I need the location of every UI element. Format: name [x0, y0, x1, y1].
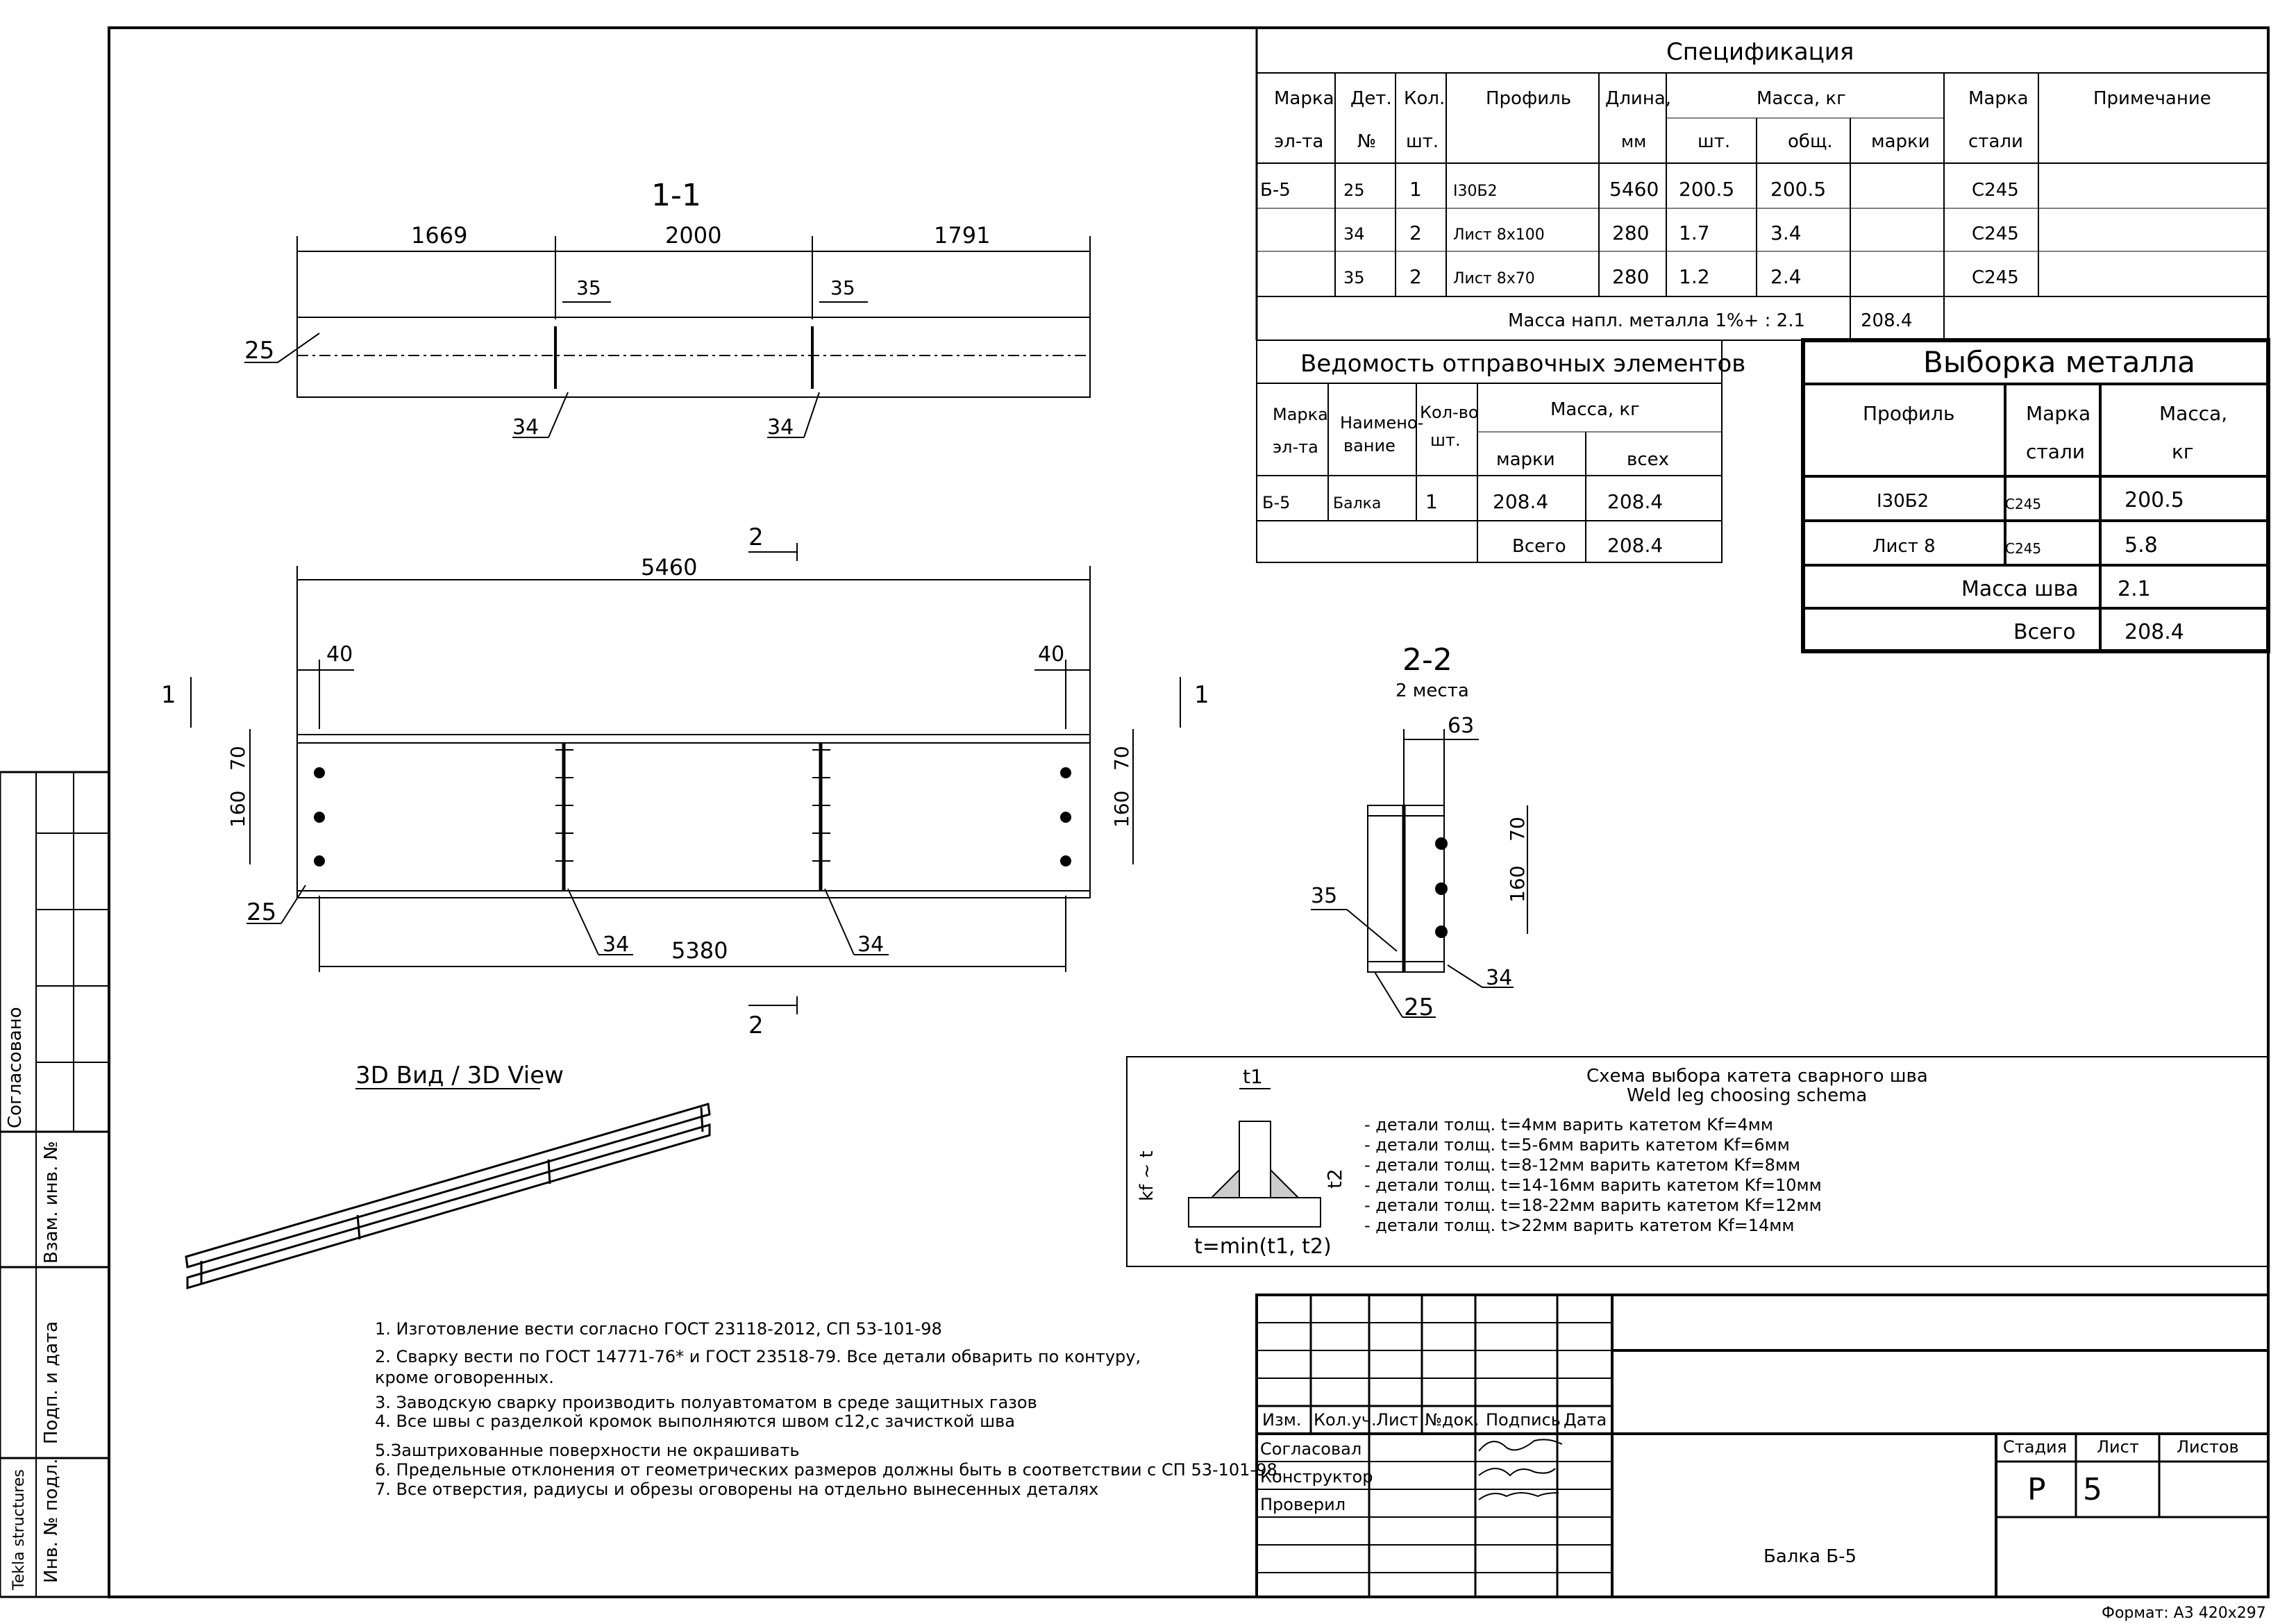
svg-text:- детали толщ. t=18-22мм варит: - детали толщ. t=18-22мм варить катетом Kf=12мм	[1364, 1196, 1822, 1215]
svg-text:34: 34	[1343, 224, 1365, 244]
svg-text:Изм.: Изм.	[1262, 1410, 1302, 1430]
svg-text:208.4: 208.4	[1493, 490, 1549, 513]
svg-text:Б-5: Б-5	[1262, 493, 1291, 512]
side-podp: Подп. и дата	[41, 1321, 62, 1444]
svg-text:2: 2	[1409, 221, 1422, 244]
spec-row	[1343, 221, 2019, 244]
svg-text:- детали толщ. t=8-12мм варить: - детали толщ. t=8-12мм варить катетом Kf=8мм	[1364, 1155, 1801, 1175]
svg-text:35: 35	[1311, 884, 1338, 908]
svg-text:34: 34	[603, 932, 630, 957]
shipping-total: 208.4	[1607, 534, 1664, 557]
svg-text:70: 70	[226, 746, 249, 771]
side-inv: Инв. № подл.	[41, 1458, 62, 1583]
svg-text:Согласовал: Согласовал	[1260, 1439, 1362, 1459]
svg-text:1: 1	[1409, 178, 1422, 201]
svg-text:- детали толщ. t>22мм варить к: - детали толщ. t>22мм варить катетом Kf=14мм	[1364, 1216, 1795, 1235]
svg-text:2: 2	[748, 524, 764, 551]
spec-row	[1260, 178, 2019, 201]
title-block	[1257, 1295, 2268, 1597]
svg-text:3.4: 3.4	[1770, 221, 1802, 244]
svg-text:34: 34	[767, 415, 794, 440]
svg-text:эл-та: эл-та	[1273, 437, 1318, 457]
svg-text:Проверил: Проверил	[1260, 1495, 1346, 1514]
svg-text:Листов: Листов	[2177, 1437, 2239, 1457]
spec-h-mass-tot: общ.	[1788, 131, 1833, 152]
svg-text:25: 25	[244, 337, 275, 365]
svg-text:Лист 8x70: Лист 8x70	[1453, 270, 1535, 287]
svg-text:Стадия: Стадия	[2003, 1437, 2068, 1457]
svg-text:70: 70	[1110, 746, 1133, 771]
svg-text:Дата: Дата	[1564, 1410, 1607, 1430]
svg-text:С245: С245	[1972, 224, 2019, 244]
svg-text:Б-5: Б-5	[1260, 180, 1291, 201]
svg-text:Подпись: Подпись	[1486, 1410, 1561, 1430]
svg-text:марки: марки	[1496, 449, 1555, 470]
svg-text:Лист: Лист	[2097, 1437, 2139, 1457]
spec-table	[1257, 28, 2268, 340]
svg-text:2000: 2000	[665, 222, 722, 249]
svg-text:С245: С245	[2005, 496, 2042, 512]
spec-h-det2: №	[1357, 131, 1377, 152]
spec-h-mass-mark: марки	[1871, 131, 1930, 152]
spec-h-profile: Профиль	[1486, 88, 1572, 109]
spec-h-length2: мм	[1621, 132, 1647, 151]
svg-text:4. Все швы с разделкой кромок: 4. Все швы с разделкой кромок выполняются швом с12,с зачисткой шва	[375, 1412, 1015, 1431]
section-2-2-title: 2-2	[1402, 642, 1452, 678]
side-stamp	[0, 772, 109, 1597]
svg-text:I30Б2: I30Б2	[1453, 183, 1498, 200]
spec-row	[1343, 265, 2019, 288]
svg-text:25: 25	[1404, 994, 1434, 1021]
svg-text:С245: С245	[1972, 267, 2019, 288]
svg-text:200.5: 200.5	[1770, 178, 1827, 201]
svg-text:кроме оговоренных.: кроме оговоренных.	[375, 1368, 554, 1387]
svg-text:5.8: 5.8	[2125, 533, 2158, 558]
svg-text:280: 280	[1612, 221, 1650, 244]
svg-text:Лист 8x100: Лист 8x100	[1453, 226, 1545, 244]
bolt-hole	[1435, 926, 1448, 938]
svg-text:1. Изготовление вести согласно: 1. Изготовление вести согласно ГОСТ 23118-2012, СП 53-101-98	[375, 1319, 942, 1339]
metal-weld: 2.1	[2118, 577, 2151, 601]
side-tekla: Tekla structures	[10, 1469, 28, 1590]
svg-text:34: 34	[1486, 966, 1513, 990]
svg-text:200.5: 200.5	[2125, 488, 2184, 512]
svg-text:1791: 1791	[934, 222, 991, 249]
view-3d-title: 3D Вид / 3D View	[355, 1062, 564, 1089]
svg-text:Наимено-: Наимено-	[1340, 413, 1424, 433]
spec-h-mark2: эл-та	[1274, 131, 1324, 152]
metal-total: 208.4	[2125, 620, 2184, 644]
metal-title: Выборка металла	[1923, 345, 2195, 379]
svg-text:7. Все отверстия, радиусы и об: 7. Все отверстия, радиусы и обрезы оговорены на отдельно вынесенных деталях	[375, 1480, 1099, 1499]
svg-text:Марка: Марка	[1273, 405, 1328, 424]
metal-weld-label: Масса шва	[1961, 577, 2079, 601]
svg-text:2.4: 2.4	[1770, 265, 1802, 288]
svg-text:160: 160	[226, 790, 249, 828]
svg-text:всех: всех	[1627, 449, 1670, 470]
weld-formula: t=min(t1, t2)	[1194, 1234, 1332, 1259]
svg-text:5.Заштрихованные поверхности н: 5.Заштрихованные поверхности не окрашивать	[375, 1441, 800, 1460]
format-label: Формат: А3 420x297	[2102, 1605, 2266, 1622]
shipping-title: Ведомость отправочных элементов	[1300, 350, 1746, 378]
view-3d	[186, 1062, 710, 1288]
svg-text:Балка: Балка	[1333, 495, 1382, 512]
svg-text:1.7: 1.7	[1679, 221, 1710, 244]
svg-text:34: 34	[857, 932, 885, 957]
svg-text:1: 1	[161, 681, 176, 709]
svg-text:стали: стали	[2026, 440, 2085, 463]
svg-text:вание: вание	[1343, 436, 1396, 455]
weld-schema-title: Схема выбора катета сварного шва	[1586, 1066, 1928, 1087]
svg-text:Лист: Лист	[1376, 1410, 1418, 1430]
section-1-1	[244, 178, 1090, 440]
svg-text:6. Предельные отклонения от ге: 6. Предельные отклонения от геометрических размеров должны быть в соответствии с СП 53-101-98.	[375, 1460, 1283, 1480]
svg-text:Кол-во: Кол-во	[1420, 403, 1479, 422]
shipping-table	[1257, 340, 1745, 562]
svg-text:1: 1	[1194, 681, 1209, 709]
svg-text:25: 25	[1343, 181, 1365, 200]
svg-text:160: 160	[1110, 790, 1133, 828]
spec-weld-total: 208.4	[1861, 310, 1913, 331]
svg-text:70: 70	[1506, 817, 1529, 842]
metal-total-label: Всего	[2013, 620, 2076, 644]
svg-text:Масса,: Масса,	[2159, 402, 2228, 425]
metal-row	[1877, 488, 2184, 512]
svg-text:160: 160	[1506, 865, 1529, 903]
spec-h-qty2: шт.	[1406, 131, 1439, 152]
shipping-total-label: Всего	[1512, 536, 1566, 557]
svg-text:- детали толщ. t=5-6мм варить: - детали толщ. t=5-6мм варить катетом Kf=6мм	[1364, 1135, 1790, 1155]
svg-text:35: 35	[830, 276, 855, 299]
side-vzam: Взам. инв. №	[41, 1141, 62, 1264]
svg-text:40: 40	[1038, 642, 1065, 667]
spec-h-det: Дет.	[1350, 88, 1392, 109]
svg-text:34: 34	[512, 415, 539, 440]
spec-h-steel: Марка	[1968, 88, 2029, 109]
svg-text:Профиль: Профиль	[1863, 402, 1955, 425]
spec-h-mass-pc: шт.	[1698, 131, 1731, 152]
svg-text:2: 2	[1409, 265, 1422, 288]
spec-h-steel2: стали	[1968, 131, 2023, 152]
svg-text:- детали толщ. t=14-16мм варит: - детали толщ. t=14-16мм варить катетом Kf=10мм	[1364, 1175, 1822, 1195]
weld-schema-subtitle: Weld leg choosing schema	[1627, 1085, 1868, 1106]
spec-title: Спецификация	[1666, 38, 1854, 66]
spec-h-qty: Кол.	[1404, 88, 1446, 109]
spec-h-note: Примечание	[2093, 88, 2211, 109]
stage-value: Р	[2027, 1472, 2046, 1507]
general-notes	[375, 1319, 1282, 1499]
svg-text:С245: С245	[2005, 540, 2042, 557]
bolt-hole	[1435, 837, 1448, 850]
svg-text:2 места: 2 места	[1396, 680, 1469, 701]
svg-text:Лист 8: Лист 8	[1872, 536, 1936, 557]
elevation-view	[161, 524, 1209, 1039]
svg-text:Кол.уч.: Кол.уч.	[1314, 1410, 1377, 1430]
svg-text:1669: 1669	[411, 222, 468, 249]
svg-text:- детали толщ. t=4мм варить ка: - детали толщ. t=4мм варить катетом Kf=4мм	[1364, 1115, 1773, 1135]
weld-schema	[1127, 1057, 2269, 1266]
svg-text:2: 2	[748, 1012, 764, 1039]
sheet-value: 5	[2083, 1472, 2102, 1507]
metal-row	[1872, 533, 2158, 558]
svg-text:Марка: Марка	[2026, 402, 2091, 425]
spec-h-mark: Марка	[1274, 88, 1334, 109]
side-soglasovano: Согласовано	[5, 1007, 26, 1128]
svg-text:кг: кг	[2172, 440, 2194, 463]
svg-text:40: 40	[326, 642, 353, 667]
signature	[1479, 1439, 1562, 1500]
svg-text:35: 35	[576, 276, 601, 299]
bolt-hole	[1435, 882, 1448, 895]
svg-text:208.4: 208.4	[1607, 490, 1664, 513]
svg-text:шт.: шт.	[1430, 430, 1461, 450]
svg-text:2. Сварку вести по ГОСТ 14771-: 2. Сварку вести по ГОСТ 14771-76* и ГОСТ 23518-79. Все детали обварить по контуру,	[375, 1347, 1141, 1366]
svg-text:kf ~ t: kf ~ t	[1137, 1150, 1157, 1201]
svg-text:200.5: 200.5	[1679, 178, 1735, 201]
svg-text:35: 35	[1343, 268, 1365, 287]
svg-text:25: 25	[246, 898, 277, 926]
shipping-row	[1262, 490, 1663, 513]
drawing-name: Балка Б-5	[1763, 1546, 1857, 1567]
svg-text:t1: t1	[1243, 1065, 1263, 1088]
svg-text:Конструктор: Конструктор	[1260, 1467, 1373, 1487]
svg-text:Масса, кг: Масса, кг	[1550, 399, 1640, 420]
svg-text:С245: С245	[1972, 180, 2019, 201]
bolt-hole	[314, 767, 1071, 867]
svg-text:3. Заводскую сварку производит: 3. Заводскую сварку производить полуавтоматом в среде защитных газов	[375, 1393, 1037, 1412]
svg-text:280: 280	[1612, 265, 1650, 288]
spec-h-mass: Масса, кг	[1757, 88, 1846, 109]
svg-text:№док.: №док.	[1425, 1410, 1480, 1430]
svg-text:1.2: 1.2	[1679, 265, 1710, 288]
spec-weld-label: Масса напл. металла 1%+ : 2.1	[1508, 310, 1806, 331]
spec-h-length: Длина,	[1605, 88, 1672, 109]
svg-text:t2: t2	[1323, 1169, 1346, 1189]
svg-text:5460: 5460	[641, 554, 698, 580]
svg-text:I30Б2: I30Б2	[1877, 491, 1929, 512]
metal-table	[1803, 340, 2268, 651]
svg-text:5380: 5380	[671, 937, 728, 964]
section-1-1-title: 1-1	[651, 178, 701, 213]
stiffener-34	[555, 743, 830, 891]
svg-text:1: 1	[1425, 490, 1438, 513]
svg-text:5460: 5460	[1609, 178, 1659, 201]
section-2-2	[1311, 642, 1529, 1021]
svg-text:63: 63	[1448, 714, 1475, 738]
